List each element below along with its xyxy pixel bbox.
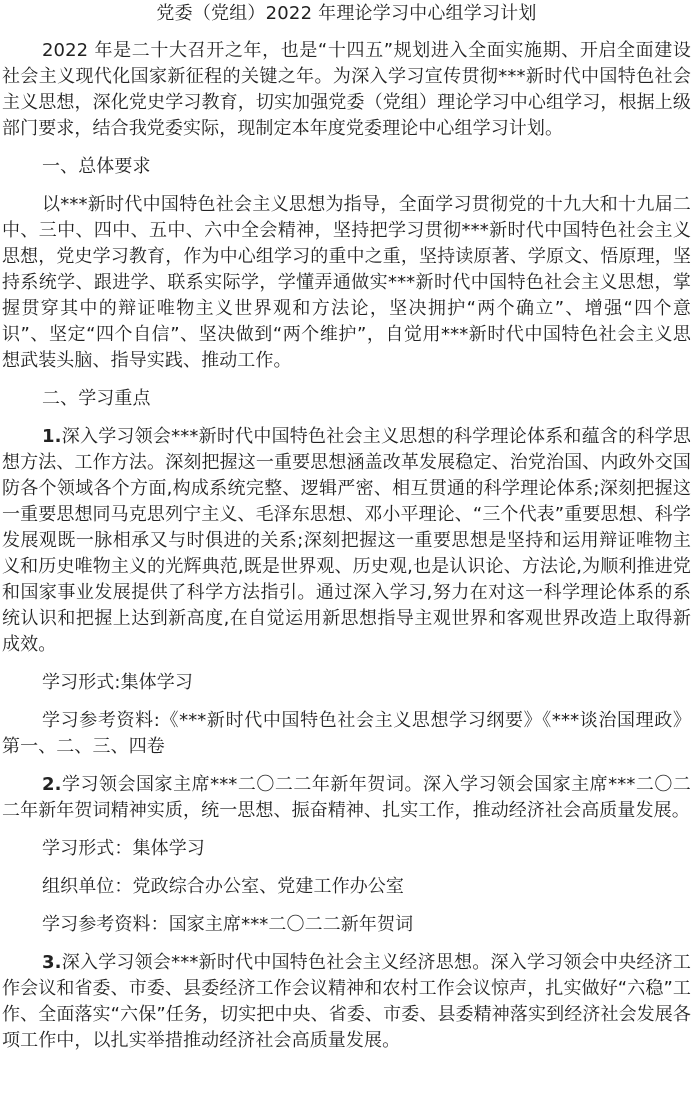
study-item-2-body: 学习领会国家主席***二〇二二年新年贺词。深入学习领会国家主席***二〇二二年新年贺词精神实质，统一思想、振奋精神、扎实工作，推动经济社会高质量发展。 — [2, 774, 691, 821]
study-item-3-body: 深入学习领会***新时代中国特色社会主义经济思想。深入学习领会中央经济工作会议和省委、市委、县委经济工作会议精神和农村工作会议惊声，扎实做好“六稳”工作、全面落实“六保”任务，切实把中央、省委、市委、县委精神落实到经济社会发展各项工作中，以扎实举措推动经济社会高质量发展。 — [2, 952, 691, 1051]
study-item-2-organizer: 组织单位：党政综合办公室、党建工作办公室 — [42, 876, 404, 897]
study-item-1-number: 1. — [42, 426, 62, 447]
study-item-1-materials: 学习参考资料:《***新时代中国特色社会主义思想学习纲要》《***谈治国理政》第一、二、三、四卷 — [2, 710, 691, 757]
intro-paragraph: 2022 年是二十大召开之年，也是“十四五”规划进入全面实施期、开启全面建设社会主义现代化国家新征程的关键之年。为深入学习宣传贯彻***新时代中国特色社会主义思想，深化党史学习教育，切实加强党委（党组）理论学习中心组学习，根据上级部门要求，结合我党委实际，现制定本年度党委理论中心组学习计划。 — [2, 40, 691, 139]
document-title: 党委（党组）2022 年理论学习中心组学习计划 — [156, 3, 537, 24]
study-item-1-body: 深入学习领会***新时代中国特色社会主义思想的科学理论体系和蕴含的科学思想方法、工作方法。深刻把握这一重要思想涵盖改革发展稳定、治党治国、内政外交国防各个领域各个方面,构成系统完整、逻辑严密、相互贯通的科学理论体系;深刻把握这一重要思想同马克思列宁主义、毛泽东思想、邓小平理论、“三个代表”重要思想、科学发展观既一脉相承又与时俱进的关系;深刻把握这一重要思想是坚持和运用辩证唯物主义和历史唯物主义的光辉典范,既是世界观、历史观,也是认识论、方法论,为顺利推进党和国家事业发展提供了科学方法指引。通过深入学习,努力在对这一科学理论体系的系统认识和把握上达到新高度,在自觉运用新思想指导主观世界和客观世界改造上取得新成效。 — [2, 426, 691, 655]
study-item-2-form: 学习形式：集体学习 — [42, 838, 205, 859]
study-item-2-materials: 学习参考资料：国家主席***二〇二二新年贺词 — [42, 914, 414, 935]
study-item-2-number: 2. — [42, 774, 62, 795]
study-item-3 — [2, 950, 691, 1054]
general-requirements-paragraph: 以***新时代中国特色社会主义思想为指导，全面学习贯彻党的十九大和十九届二中、三中、四中、五中、六中全会精神，坚持把学习贯彻***新时代中国特色社会主义思想，党史学习教育，作为中心组学习的重中之重，坚持读原著、学原文、悟原理，坚持系统学、跟进学、联系实际学，学懂弄通做实***新时代中国特色社会主义思想，掌握贯穿其中的辩证唯物主义世界观和方法论，坚决拥护“两个确立”、增强“四个意识”、坚定“四个自信”、坚决做到“两个维护”，自觉用***新时代中国特色社会主义思想武装头脑、指导实践、推动工作。 — [2, 194, 691, 371]
study-item-3-number: 3. — [42, 952, 62, 973]
study-item-2 — [2, 772, 691, 824]
section-heading-study-focus: 二、学习重点 — [42, 388, 151, 409]
study-item-1-form: 学习形式:集体学习 — [42, 672, 193, 693]
study-item-1 — [2, 424, 691, 658]
section-heading-general-requirements: 一、总体要求 — [42, 156, 151, 177]
